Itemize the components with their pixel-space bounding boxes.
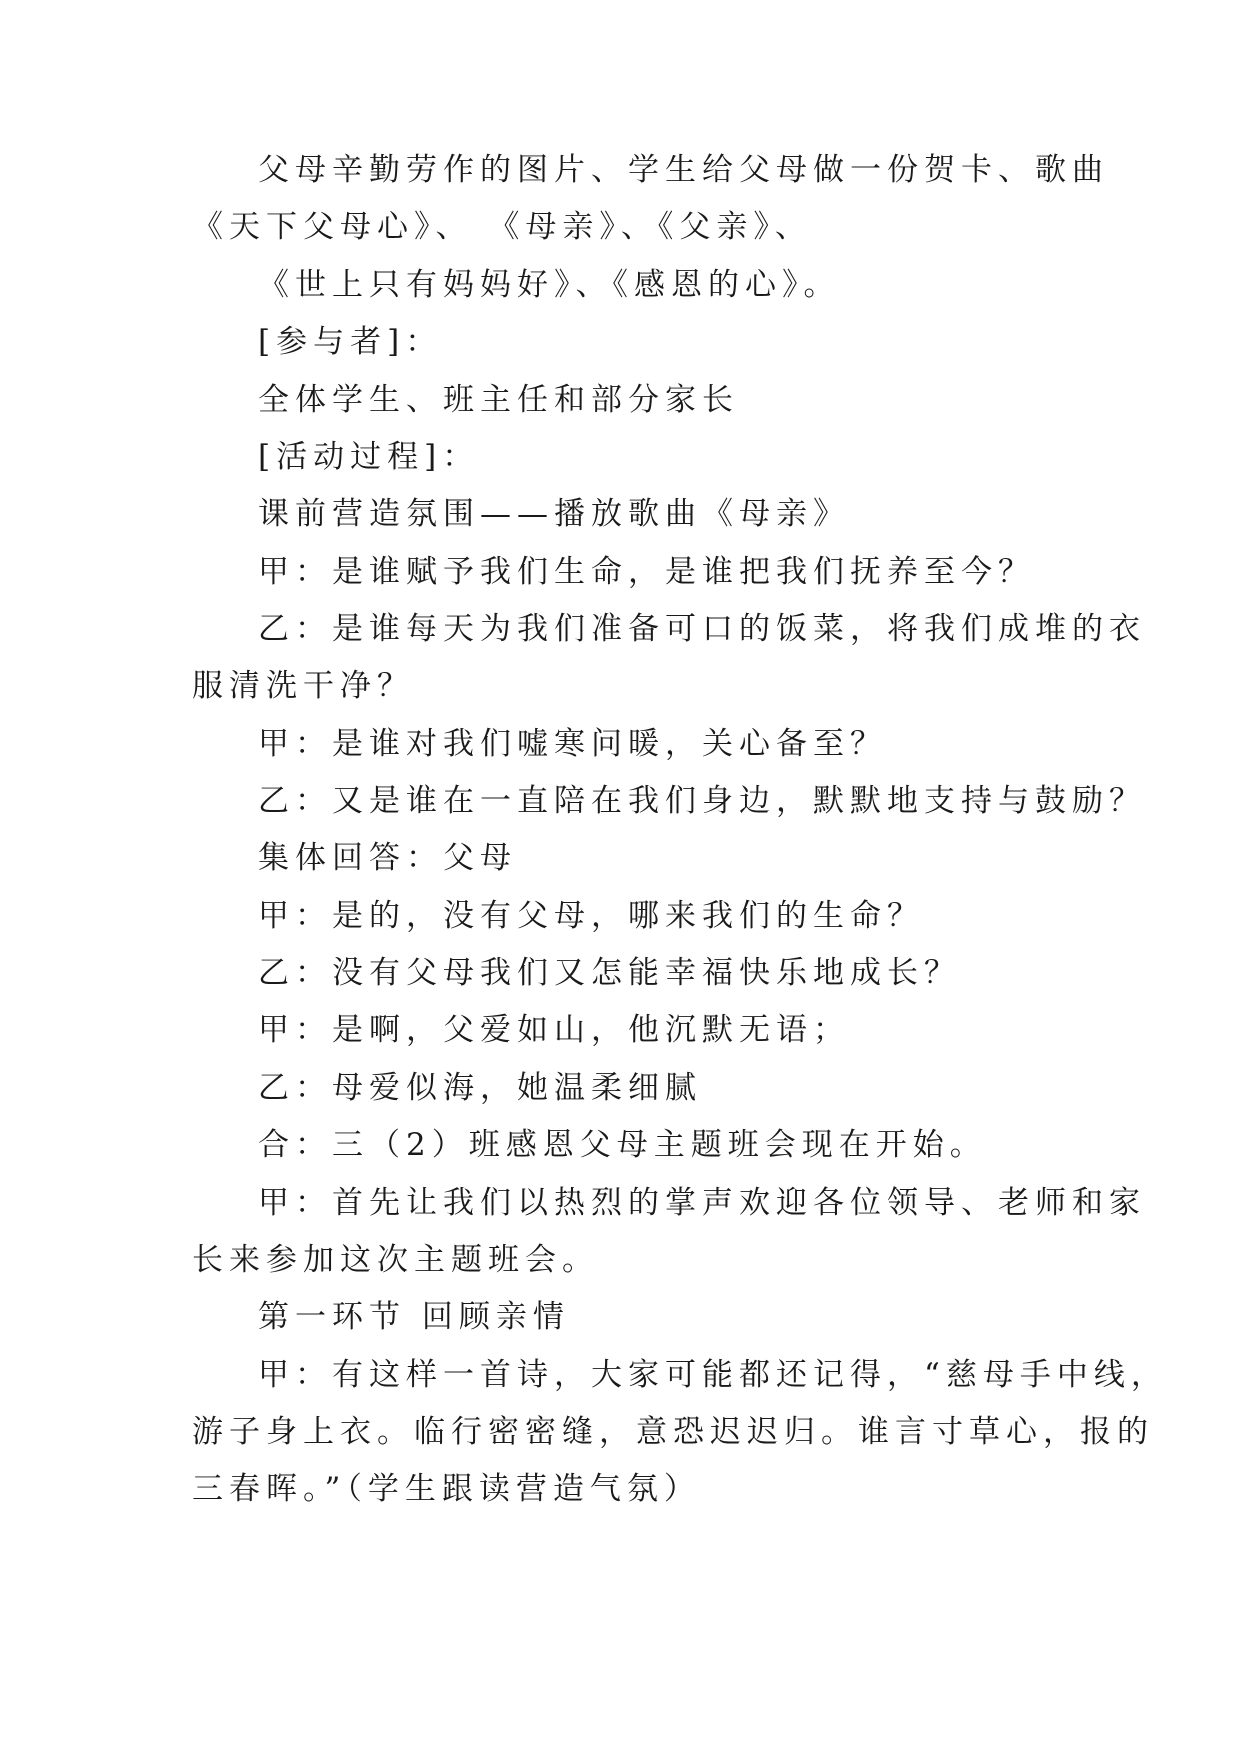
text-line-15: 乙：没有父母我们又怎能幸福快乐地成长？ bbox=[258, 955, 961, 991]
text-line-8: 甲：是谁赋予我们生命，是谁把我们抚养至今？ bbox=[258, 554, 1035, 590]
text-line-16: 甲：是啊，父爱如山，他沉默无语； bbox=[258, 1012, 850, 1048]
text-line-1: 父母辛勤劳作的图片、学生给父母做一份贺卡、歌曲 bbox=[258, 152, 1109, 188]
text-line-20: 长来参加这次主题班会。 bbox=[192, 1242, 599, 1278]
section-label-participants: [参与者]： bbox=[258, 324, 443, 360]
text-line-17: 乙：母爱似海，她温柔细腻 bbox=[258, 1070, 702, 1106]
text-line-10: 服清洗干净？ bbox=[192, 668, 414, 704]
text-line-22: 甲：有这样一首诗，大家可能都还记得，“慈母手中线， bbox=[258, 1357, 1168, 1393]
text-line-14: 甲：是的，没有父母，哪来我们的生命？ bbox=[258, 898, 924, 934]
text-line-12: 乙：又是谁在一直陪在我们身边，默默地支持与鼓励？ bbox=[258, 783, 1146, 819]
text-line-9: 乙：是谁每天为我们准备可口的饭菜，将我们成堆的衣 bbox=[258, 611, 1146, 647]
text-line-11: 甲：是谁对我们嘘寒问暖，关心备至？ bbox=[258, 726, 887, 762]
text-line-18: 合：三（2）班感恩父母主题班会现在开始。 bbox=[258, 1127, 987, 1163]
text-line-24: 三春晖。”（学生跟读营造气氛） bbox=[192, 1471, 701, 1507]
text-line-13: 集体回答：父母 bbox=[258, 840, 517, 876]
text-line-3: 《世上只有妈妈好》、《感恩的心》。 bbox=[258, 267, 841, 303]
text-line-5: 全体学生、班主任和部分家长 bbox=[258, 382, 739, 418]
text-line-2: 《天下父母心》、 《母亲》、《父亲》、 bbox=[192, 209, 812, 245]
section-label-process: [活动过程]： bbox=[258, 439, 480, 475]
text-line-19: 甲：首先让我们以热烈的掌声欢迎各位领导、老师和家 bbox=[258, 1185, 1146, 1221]
section-heading-first-part: 第一环节 回顾亲情 bbox=[258, 1299, 570, 1335]
text-line-23: 游子身上衣。临行密密缝，意恐迟迟归。谁言寸草心，报的 bbox=[192, 1414, 1154, 1450]
text-line-7: 课前营造氛围——播放歌曲《母亲》 bbox=[258, 496, 850, 532]
